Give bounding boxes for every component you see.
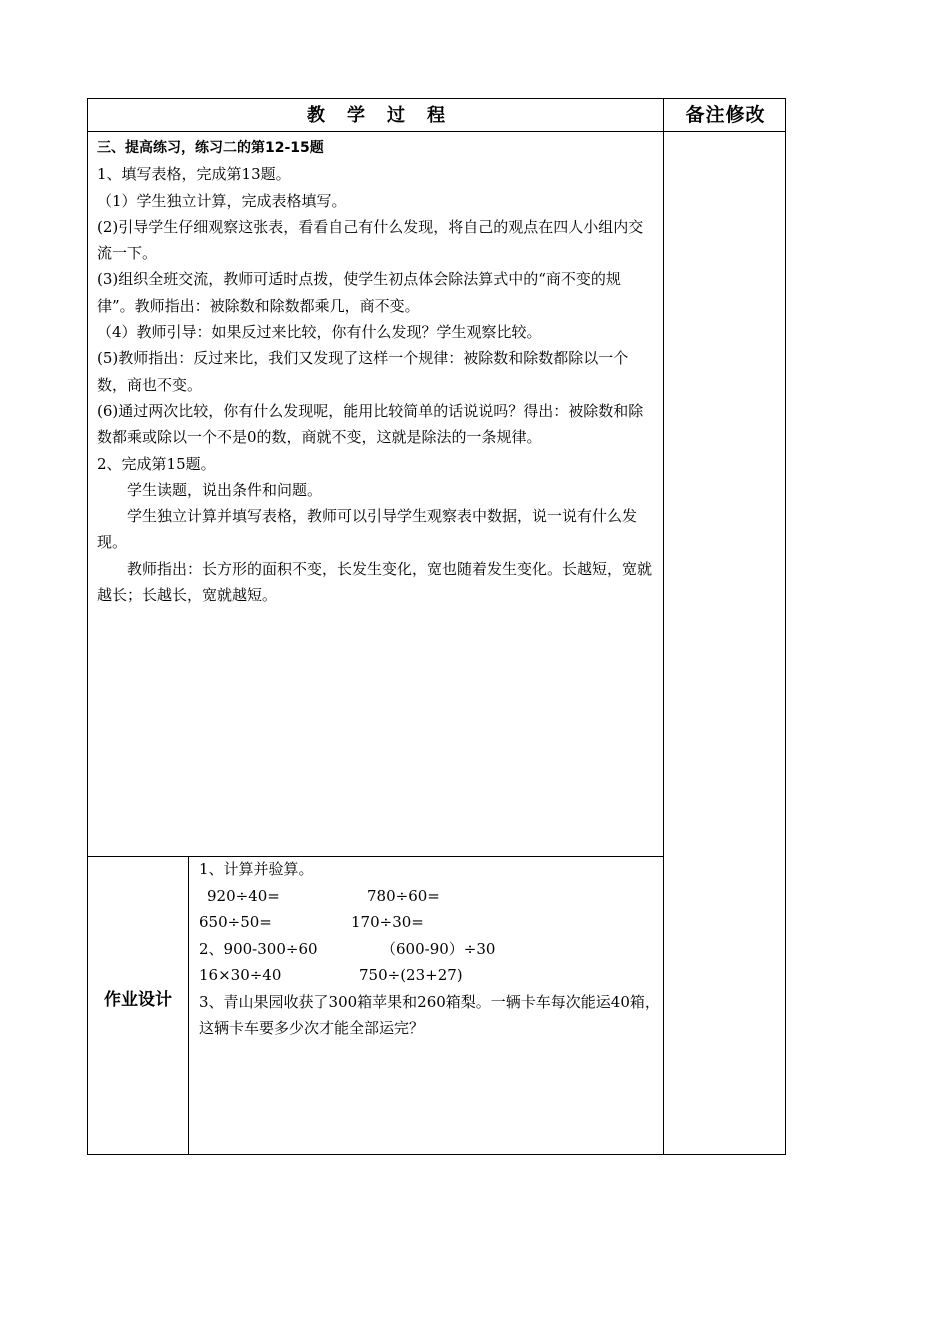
homework-item: 780÷60= <box>367 886 440 905</box>
process-indented-line: 教师指出：长方形的面积不变，长发生变化，宽也随着发生变化。长越短，宽就越长；长越长，宽就越短。 <box>97 559 653 605</box>
homework-label: 作业设计 <box>104 990 172 1010</box>
process-line: (2)引导学生仔细观察这张表，看看自己有什么发现，将自己的观点在四人小组内交流一下。 <box>97 217 644 263</box>
homework-item: 2、900-300÷60 <box>199 939 318 958</box>
homework-item: 16×30÷40 <box>199 966 282 984</box>
header-notes: 备注修改 <box>685 104 766 126</box>
process-indented-line: 学生独立计算并填写表格，教师可以引导学生观察表中数据，说一说有什么发现。 <box>97 507 638 552</box>
homework-item: 920÷40= <box>207 886 280 905</box>
homework-item: （600-90）÷30 <box>381 939 496 958</box>
process-content <box>97 135 657 608</box>
homework-row <box>199 936 661 963</box>
process-line: (5)教师指出：反过来比，我们又发现了这样一个规律：被除数和除数都除以一个数，商也不变。 <box>97 349 629 394</box>
homework-row <box>199 962 661 989</box>
process-line: （1）学生独立计算，完成表格填写。 <box>97 191 347 210</box>
homework-row <box>199 909 661 936</box>
notes-column-divider <box>663 99 664 1154</box>
homework-item: 170÷30= <box>351 913 424 931</box>
homework-row <box>199 883 661 910</box>
process-line: 2、完成第15题。 <box>97 454 216 473</box>
process-line: (6)通过两次比较，你有什么发现呢，能用比较简单的话说说吗？得出：被除数和除数都乘或除以一个不是0的数，商就不变，这就是除法的一条规律。 <box>97 401 644 447</box>
process-line: 1、填写表格，完成第13题。 <box>97 165 291 184</box>
homework-item: 750÷(23+27) <box>359 966 463 984</box>
lesson-table <box>87 98 786 1155</box>
process-indented-line: 学生读题，说出条件和问题。 <box>127 480 323 499</box>
process-line: （4）教师引导：如果反过来比较，你有什么发现？学生观察比较。 <box>97 323 542 342</box>
section-title: 三、提高练习，练习二的第12-15题 <box>97 140 324 156</box>
homework-label-divider <box>188 856 189 1154</box>
homework-q1-title: 1、计算并验算。 <box>199 860 314 878</box>
homework-content <box>199 856 661 1042</box>
homework-item: 650÷50= <box>199 913 272 931</box>
homework-q3: 3、青山果园收获了300箱苹果和260箱梨。一辆卡车每次能运40箱，这辆卡车要多少次才能全部运完？ <box>199 992 660 1037</box>
process-line: (3)组织全班交流，教师可适时点拨，使学生初点体会除法算式中的“商不变的规律”。教师指出：被除数和除数都乘几，商不变。 <box>97 270 621 315</box>
header-process: 教学过程 <box>307 105 467 126</box>
